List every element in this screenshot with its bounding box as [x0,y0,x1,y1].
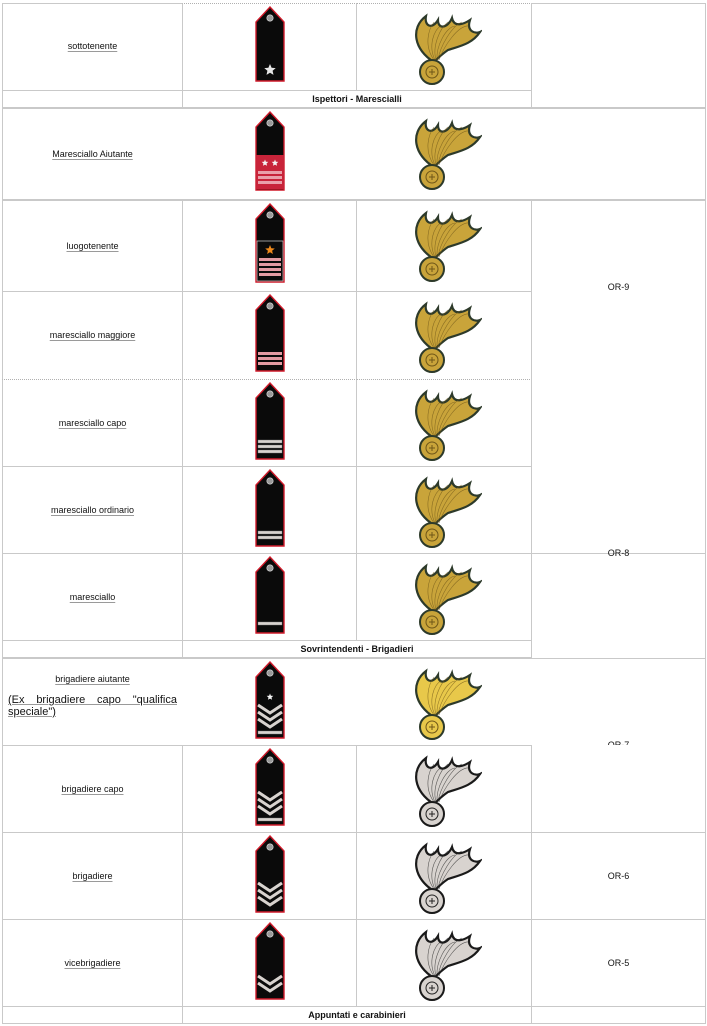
epaulette-icon [254,748,286,826]
flame-grenade-icon [404,10,482,88]
flame-grenade-icon [404,752,482,830]
epaulette-icon [254,111,286,191]
nato-cell [531,3,706,108]
flame-grenade-icon [404,473,482,551]
rank-label: brigadiere capo [61,784,124,794]
epaulette-icon [254,661,286,739]
nato-code-or5: OR-5 [607,958,630,968]
flame-grenade-icon [404,207,482,285]
flame-grenade-icon [404,560,482,638]
rank-label: brigadiere aiutante [55,674,130,684]
flame-grenade-icon [404,665,482,743]
rank-label: luogotenente [66,241,119,251]
epaulette-icon [254,203,286,283]
nato-code-or6: OR-6 [607,871,630,881]
epaulette-icon [254,556,286,634]
rank-label: brigadiere [72,871,113,881]
flame-grenade-icon [404,926,482,1004]
nato-cell-or7 [531,745,706,833]
epaulette-icon [254,382,286,460]
rank-label: maresciallo capo [58,418,127,428]
section-header-appuntati: Appuntati e carabinieri [308,1010,406,1020]
epaulette-icon [254,294,286,372]
epaulette-icon [254,6,286,82]
rank-label: maresciallo [69,592,116,602]
rank-note: (Ex brigadiere capo "qualifica speciale") [8,694,177,718]
epaulette-icon [254,835,286,913]
flame-grenade-icon [404,839,482,917]
rank-label: Maresciallo Aiutante [52,149,133,159]
nato-cell-or8 [531,379,706,659]
epaulette-icon [254,469,286,547]
epaulette-icon [254,922,286,1000]
rank-label: vicebrigadiere [64,958,121,968]
flame-grenade-icon [404,115,482,193]
section-header-sovrintendenti: Sovrintendenti - Brigadieri [300,644,414,654]
section-cell-right [531,1006,706,1024]
nato-code-or8: OR-8 [607,548,630,558]
section-cell-left [2,1006,183,1024]
section-cell-left [2,90,183,108]
flame-grenade-icon [404,298,482,376]
flame-grenade-icon [404,386,482,464]
section-header-ispettori: Ispettori - Marescialli [312,94,402,104]
rank-label: sottotenente [67,41,118,51]
rank-label: maresciallo ordinario [50,505,135,515]
nato-code-or9: OR-9 [607,282,630,292]
section-cell-left [2,640,183,658]
rank-label: maresciallo maggiore [49,330,136,340]
